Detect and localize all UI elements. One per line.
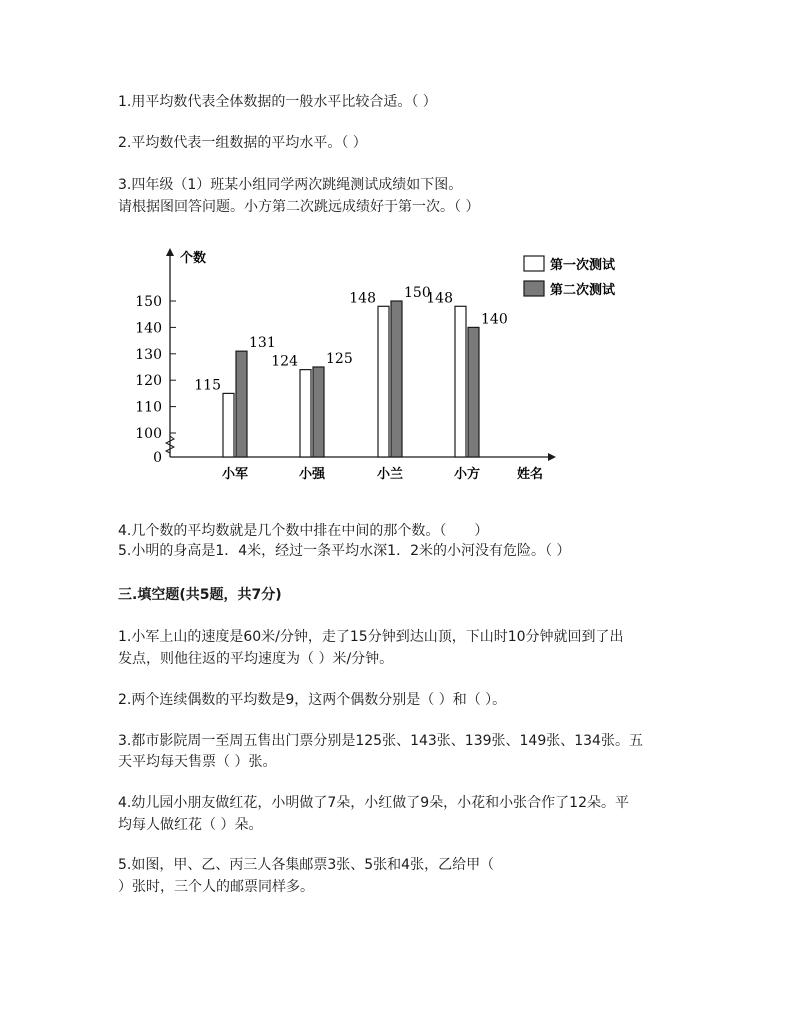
bar [391, 301, 402, 457]
fill-question-1-line-1: 1.小军上山的速度是60米/分钟，走了15分钟到达山顶，下山时10分钟就回到了出 [118, 629, 624, 645]
fill-question-3-line-1: 3.都市影院周一至周五售出门票分别是125张、143张、139张、149张、134张。五 [118, 733, 643, 749]
bar [455, 306, 466, 457]
fill-question-2: 2.两个连续偶数的平均数是9，这两个偶数分别是（ ）和（ ）。 [118, 692, 507, 708]
question-3-line-1: 3.四年级（1）班某小组同学两次跳绳测试成绩如下图。 [118, 177, 463, 193]
bar [313, 367, 324, 457]
question-5: 5.小明的身高是1．4米，经过一条平均水深1．2米的小河没有危险。（ ） [118, 543, 571, 559]
bar-value-label: 140 [481, 311, 508, 328]
legend-swatch [524, 281, 544, 296]
y-tick-label: 110 [135, 399, 162, 416]
question-3-line-2: 请根据图回答问题。小方第二次跳远成绩好于第一次。（ ） [118, 199, 480, 215]
y-tick-label: 120 [135, 373, 162, 390]
section-title: 三.填空题(共5题，共7分) [118, 587, 282, 603]
fill-question-4-line-2: 均每人做红花（ ）朵。 [118, 817, 263, 833]
category-label: 小强 [298, 467, 326, 482]
bar-value-label: 148 [349, 290, 376, 307]
y-tick-label: 100 [135, 426, 162, 442]
fill-question-1-line-2: 发点，则他往返的平均速度为（ ）米/分钟。 [118, 651, 394, 667]
question-2: 2.平均数代表一组数据的平均水平。（ ） [118, 135, 367, 151]
y-tick-label: 140 [135, 320, 162, 337]
y-tick-label: 130 [135, 346, 162, 363]
fill-question-3-line-2: 天平均每天售票（ ）张。 [118, 754, 277, 770]
bar-value-label: 131 [249, 335, 276, 352]
fill-question-5-line-1: 5.如图，甲、乙、丙三人各集邮票3张、5张和4张，乙给甲（ [118, 857, 495, 873]
bar [468, 327, 479, 457]
category-label: 小军 [221, 467, 249, 482]
bar-value-label: 150 [404, 285, 431, 301]
bar-value-label: 115 [194, 377, 221, 394]
y-axis-arrow [166, 248, 174, 256]
bar [378, 306, 389, 457]
x-axis-arrow [548, 453, 556, 461]
bar-value-label: 125 [326, 351, 353, 367]
question-1: 1.用平均数代表全体数据的一般水平比较合适。（ ） [118, 94, 437, 110]
x-axis-label: 姓名 [516, 467, 544, 482]
legend-label: 第二次测试 [550, 283, 616, 298]
fill-question-4-line-1: 4.幼儿园小朋友做红花，小明做了7朵，小红做了9朵，小花和小张合作了12朵。平 [118, 795, 629, 811]
question-4: 4.几个数的平均数就是几个数中排在中间的那个数。（ ） [118, 523, 489, 539]
y-tick-label: 0 [153, 450, 162, 466]
bar [300, 370, 311, 457]
bar-value-label: 124 [271, 353, 298, 370]
y-axis-label: 个数 [180, 251, 207, 266]
bar-value-label: 148 [426, 290, 453, 307]
fill-question-5-line-2: ）张时，三个人的邮票同样多。 [118, 879, 314, 895]
legend-label: 第一次测试 [550, 258, 616, 273]
bar-chart [118, 238, 616, 488]
legend-swatch [524, 256, 544, 271]
bar [223, 393, 234, 457]
category-label: 小兰 [376, 467, 404, 482]
category-label: 小方 [453, 467, 481, 482]
y-tick-label: 150 [135, 294, 162, 310]
bar [236, 351, 247, 457]
